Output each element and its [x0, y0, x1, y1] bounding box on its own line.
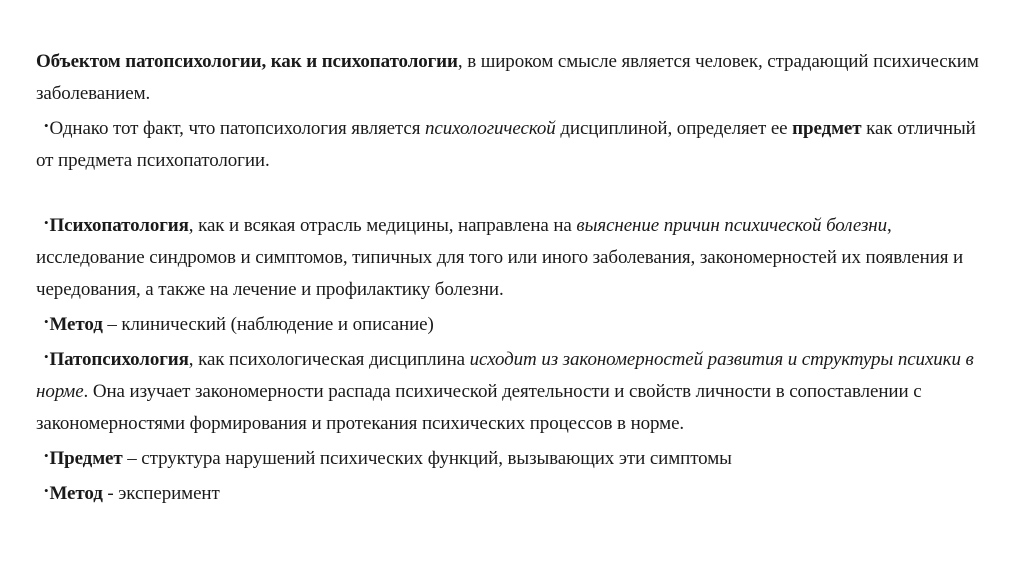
text: , в широком смысле является человек, страдающий психическим заболеванием. — [36, 51, 979, 104]
text: , как и всякая отрасль медицины, направлена на — [188, 215, 577, 236]
text: . Она изучает закономерности распада психической деятельности и свойств личности в сопоставлении с закономерностями формирования и протекания психических процессов в норме. — [36, 381, 922, 434]
paragraph-method-experiment — [36, 475, 986, 510]
text: – клинический (наблюдение и описание) — [102, 314, 434, 335]
bold-text: Психопатология — [49, 215, 189, 236]
text: дисциплиной, определяет ее — [555, 118, 793, 139]
bold-text: Патопсихология — [49, 349, 189, 370]
bullet-dot: • — [44, 483, 49, 498]
paragraph-method-clinical — [36, 306, 986, 341]
bold-text: Предмет — [49, 448, 123, 469]
bullet-dot: • — [44, 314, 49, 329]
italic-text: исходит из закономерностей развития и структуры психики в норме — [36, 349, 974, 402]
paragraph-however — [36, 110, 986, 177]
text: - эксперимент — [102, 483, 220, 504]
text: , как психологическая дисциплина — [188, 349, 470, 370]
text: Однако тот факт, что патопсихология является — [49, 118, 425, 139]
text: – структура нарушений психических функций, вызывающих эти симптомы — [122, 448, 732, 469]
bold-text: Объектом патопсихологии, как и психопатологии — [36, 51, 458, 72]
bullet-dot: • — [44, 448, 49, 463]
paragraph-pathopsychology — [36, 341, 986, 440]
bold-text: Метод — [49, 483, 103, 504]
paragraph-subject — [36, 440, 986, 475]
text: , исследование синдромов и симптомов, типичных для того или иного заболевания, закономерностей их появления и чередования, а также на лечение и профилактику болезни. — [36, 215, 964, 300]
text: как отличный от предмета психопатологии. — [36, 118, 976, 171]
italic-text: психологической — [424, 118, 556, 139]
bullet-dot: • — [44, 349, 49, 364]
italic-text: выяснение причин психической болезни — [576, 215, 887, 236]
slide-body — [36, 46, 986, 510]
bullet-dot: • — [44, 215, 49, 230]
bold-text: предмет — [792, 118, 862, 139]
bullet-dot: • — [44, 118, 49, 133]
paragraph-psychopathology — [36, 207, 986, 306]
spacer — [36, 177, 986, 207]
paragraph-object — [36, 46, 986, 110]
bold-text: Метод — [49, 314, 103, 335]
